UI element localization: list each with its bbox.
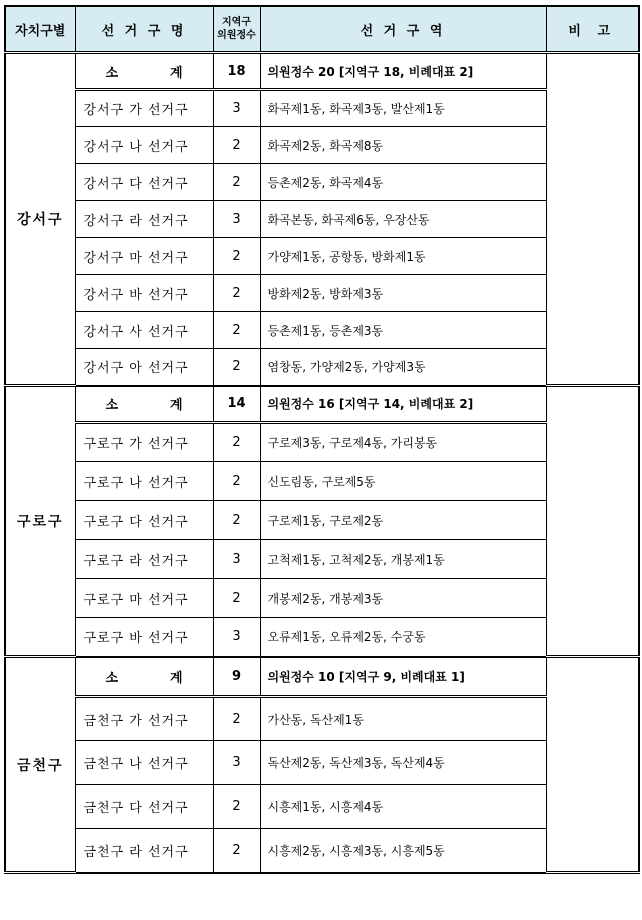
constituency-name: 금천구 라 선거구 [75,829,213,873]
constituency-name: 강서구 사 선거구 [75,312,213,349]
header-district: 자치구별 [5,6,75,53]
constituency-name: 구로구 다 선거구 [75,501,213,540]
table-row [5,349,639,386]
table-row [5,312,639,349]
constituency-area: 가산동, 독산제1동 [260,697,546,741]
subtotal-label [75,53,213,90]
constituency-name: 강서구 바 선거구 [75,275,213,312]
table-row [5,127,639,164]
constituency-area: 고척제1동, 고척제2동, 개봉제1동 [260,540,546,579]
constituency-area: 시흥제2동, 시흥제3동, 시흥제5동 [260,829,546,873]
table-row [5,238,639,275]
seat-count: 2 [213,697,260,741]
constituency-name: 강서구 라 선거구 [75,201,213,238]
subtotal-label-right: 계 [170,398,183,414]
header-seats-line2: 의원정수 [217,30,256,41]
constituency-name: 금천구 나 선거구 [75,741,213,785]
constituency-name: 강서구 나 선거구 [75,127,213,164]
seat-count: 3 [213,201,260,238]
table-row [5,164,639,201]
seat-count: 2 [213,423,260,462]
seat-count: 2 [213,462,260,501]
subtotal-label-right: 계 [170,670,183,686]
header-seats [213,6,260,53]
subtotal-seats: 9 [213,657,260,697]
document-page [4,5,640,874]
seat-count: 2 [213,127,260,164]
subtotal-label-left: 소 [105,670,118,686]
constituency-area: 등촌제2동, 화곡제4동 [260,164,546,201]
constituency-area: 구로제1동, 구로제2동 [260,501,546,540]
header-area: 선 거 구 역 [260,6,546,53]
table-row [5,785,639,829]
constituency-area: 구로제3동, 구로제4동, 가리봉동 [260,423,546,462]
note-cell [546,386,639,657]
constituency-area: 개봉제2동, 개봉제3동 [260,579,546,618]
subtotal-label-left: 소 [105,398,118,414]
subtotal-label-right: 계 [170,65,183,81]
constituency-name: 강서구 마 선거구 [75,238,213,275]
header-row [5,6,639,53]
table-body [5,53,639,873]
constituency-area: 시흥제1동, 시흥제4동 [260,785,546,829]
note-cell [546,657,639,873]
table-row [5,201,639,238]
subtotal-label [75,657,213,697]
table-row [5,579,639,618]
constituency-name: 구로구 라 선거구 [75,540,213,579]
table-row [5,741,639,785]
seat-count: 3 [213,540,260,579]
seat-count: 2 [213,312,260,349]
constituency-area: 염창동, 가양제2동, 가양제3동 [260,349,546,386]
subtotal-seats: 14 [213,386,260,423]
constituency-area: 화곡제2동, 화곡제8동 [260,127,546,164]
header-note: 비 고 [546,6,639,53]
constituency-name: 강서구 가 선거구 [75,90,213,127]
header-seats-line1: 지역구 [222,17,251,28]
seat-count: 2 [213,275,260,312]
constituency-table [4,5,640,874]
seat-count: 3 [213,90,260,127]
table-row [5,697,639,741]
subtotal-row [5,657,639,697]
district-cell: 구로구 [5,386,75,657]
header-constituency: 선 거 구 명 [75,6,213,53]
constituency-name: 구로구 바 선거구 [75,618,213,657]
table-row [5,618,639,657]
constituency-name: 금천구 가 선거구 [75,697,213,741]
constituency-area: 독산제2동, 독산제3동, 독산제4동 [260,741,546,785]
constituency-area: 화곡제1동, 화곡제3동, 발산제1동 [260,90,546,127]
constituency-name: 강서구 아 선거구 [75,349,213,386]
subtotal-area: 의원정수 20 [지역구 18, 비례대표 2] [260,53,546,90]
constituency-area: 등촌제1동, 등촌제3동 [260,312,546,349]
seat-count: 2 [213,785,260,829]
subtotal-row [5,53,639,90]
note-cell [546,53,639,386]
table-row [5,540,639,579]
subtotal-area: 의원정수 16 [지역구 14, 비례대표 2] [260,386,546,423]
district-cell: 강서구 [5,53,75,386]
constituency-name: 구로구 가 선거구 [75,423,213,462]
seat-count: 3 [213,741,260,785]
subtotal-label-left: 소 [105,65,118,81]
seat-count: 2 [213,579,260,618]
seat-count: 3 [213,618,260,657]
constituency-area: 신도림동, 구로제5동 [260,462,546,501]
subtotal-row [5,386,639,423]
seat-count: 2 [213,349,260,386]
seat-count: 2 [213,829,260,873]
constituency-area: 화곡본동, 화곡제6동, 우장산동 [260,201,546,238]
subtotal-seats: 18 [213,53,260,90]
district-cell: 금천구 [5,657,75,873]
constituency-name: 금천구 다 선거구 [75,785,213,829]
constituency-name: 구로구 마 선거구 [75,579,213,618]
subtotal-label [75,386,213,423]
subtotal-area: 의원정수 10 [지역구 9, 비례대표 1] [260,657,546,697]
table-row [5,90,639,127]
table-row [5,829,639,873]
seat-count: 2 [213,238,260,275]
seat-count: 2 [213,501,260,540]
table-row [5,462,639,501]
constituency-area: 가양제1동, 공항동, 방화제1동 [260,238,546,275]
table-row [5,423,639,462]
constituency-area: 방화제2동, 방화제3동 [260,275,546,312]
table-row [5,501,639,540]
constituency-name: 구로구 나 선거구 [75,462,213,501]
constituency-area: 오류제1동, 오류제2동, 수궁동 [260,618,546,657]
table-row [5,275,639,312]
constituency-name: 강서구 다 선거구 [75,164,213,201]
seat-count: 2 [213,164,260,201]
